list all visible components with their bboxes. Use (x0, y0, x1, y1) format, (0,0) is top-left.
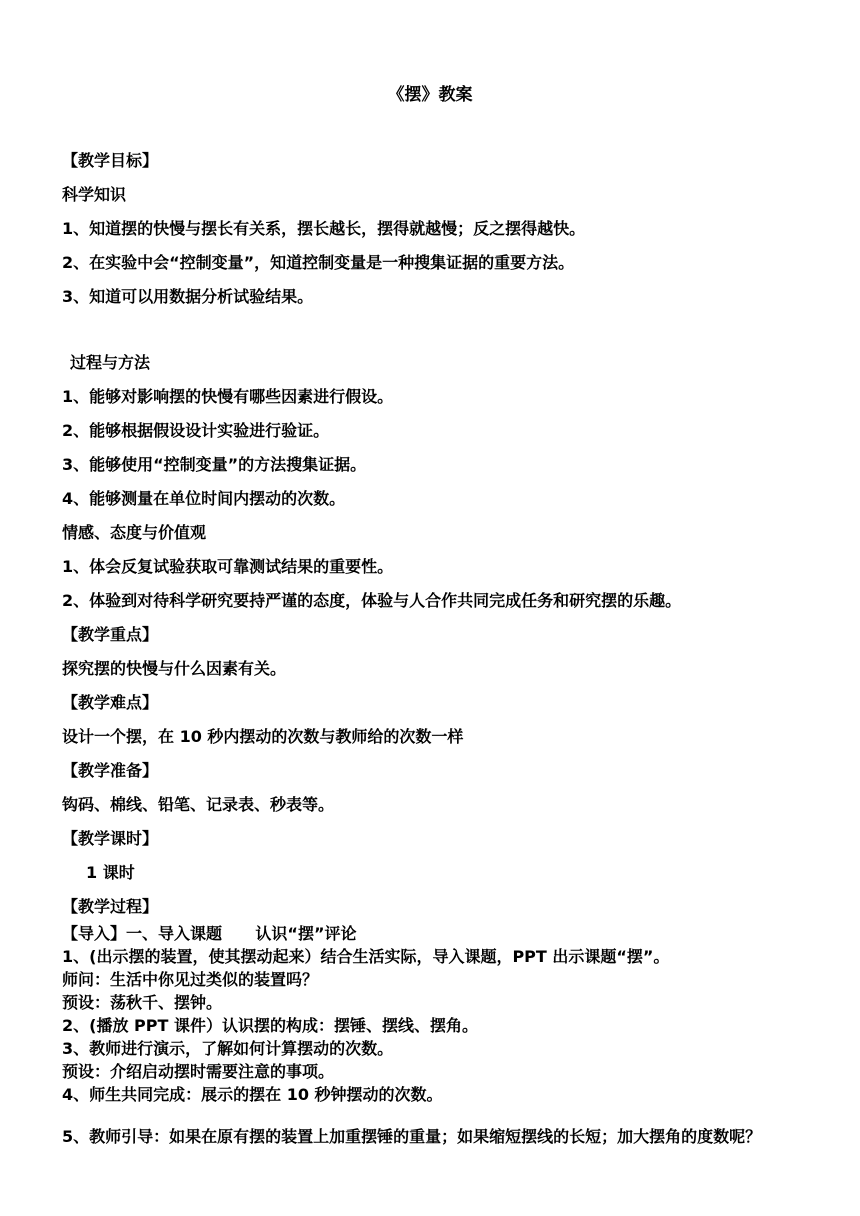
section-heading-difficulties: 【教学难点】 (62, 693, 159, 712)
intro-expected-answer: 预设：荡秋千、摆钟。 (62, 993, 223, 1012)
section-heading-class-hours: 【教学课时】 (62, 829, 159, 848)
key-points-text: 探究摆的快慢与什么因素有关。 (62, 659, 287, 678)
knowledge-item-3: 3、知道可以用数据分析试验结果。 (62, 287, 314, 306)
intro-expected-note: 预设：介绍启动摆时需要注意的事项。 (62, 1062, 335, 1081)
subheading-process-method: 过程与方法 (70, 353, 151, 372)
intro-teacher-question: 师问：生活中你见过类似的装置吗？ (62, 970, 319, 989)
section-heading-teaching-process: 【教学过程】 (62, 897, 159, 916)
subheading-emotion-attitude: 情感、态度与价值观 (62, 523, 207, 542)
process-item-3: 3、能够使用“控制变量”的方法搜集证据。 (62, 455, 367, 474)
intro-step-5: 5、教师引导：如果在原有摆的装置上加重摆锤的重量；如果缩短摆线的长短；加大摆角的度数呢？ (62, 1127, 762, 1146)
intro-step-2: 2、(播放 PPT 课件）认识摆的构成：摆锤、摆线、摆角。 (62, 1016, 478, 1035)
preparation-text: 钩码、棉线、铅笔、记录表、秒表等。 (62, 795, 335, 814)
section-heading-key-points: 【教学重点】 (62, 625, 159, 644)
subheading-science-knowledge: 科学知识 (62, 185, 127, 204)
page-title: 《摆》教案 (387, 85, 473, 105)
section-heading-objectives: 【教学目标】 (62, 151, 159, 170)
process-item-2: 2、能够根据假设设计实验进行验证。 (62, 421, 330, 440)
emotion-item-2: 2、体验到对待科学研究要持严谨的态度，体验与人合作共同完成任务和研究摆的乐趣。 (62, 591, 682, 610)
emotion-item-1: 1、体会反复试验获取可靠测试结果的重要性。 (62, 557, 394, 576)
process-item-1: 1、能够对影响摆的快慢有哪些因素进行假设。 (62, 387, 394, 406)
intro-step-1: 1、(出示摆的装置，使其摆动起来）结合生活实际，导入课题，PPT 出示课题“摆”。 (62, 947, 670, 966)
intro-step-3: 3、教师进行演示，了解如何计算摆动的次数。 (62, 1039, 394, 1058)
knowledge-item-1: 1、知道摆的快慢与摆长有关系，摆长越长，摆得就越慢；反之摆得越快。 (62, 219, 586, 238)
intro-step-4: 4、师生共同完成：展示的摆在 10 秒钟摆动的次数。 (62, 1085, 443, 1104)
class-hours-text: 1 课时 (86, 863, 135, 882)
process-item-4: 4、能够测量在单位时间内摆动的次数。 (62, 489, 346, 508)
section-heading-preparation: 【教学准备】 (62, 761, 159, 780)
knowledge-item-2: 2、在实验中会“控制变量”，知道控制变量是一种搜集证据的重要方法。 (62, 253, 575, 272)
intro-heading: 【导入】一、导入课题 认识“摆”评论 (62, 924, 357, 943)
difficulties-text: 设计一个摆，在 10 秒内摆动的次数与教师给的次数一样 (62, 727, 464, 746)
